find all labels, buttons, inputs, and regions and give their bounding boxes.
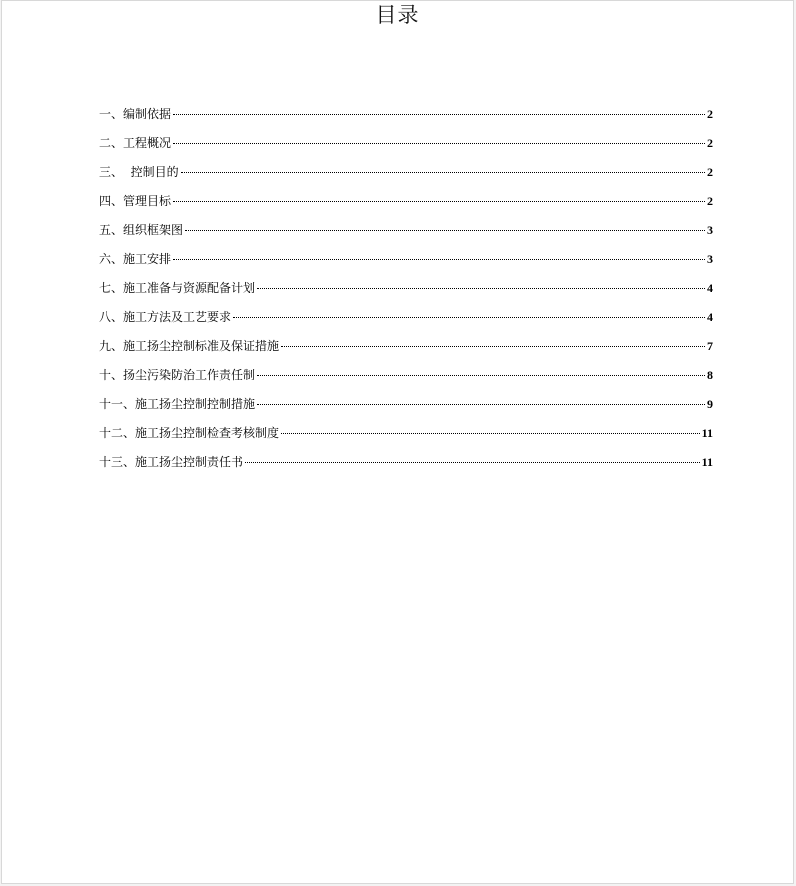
toc-entry-page-number: 8 (707, 368, 713, 382)
toc-entry-label: 八、施工方法及工艺要求 (99, 310, 232, 324)
toc-entry[interactable] (99, 395, 713, 424)
toc-entry[interactable] (99, 308, 713, 337)
dot-leader (173, 201, 705, 202)
toc-entry[interactable] (99, 250, 713, 279)
toc-entry-page-number: 2 (707, 194, 713, 208)
toc-entry-page-number: 3 (707, 223, 713, 237)
toc-entry-label: 七、施工准备与资源配备计划 (99, 281, 256, 295)
dot-leader (185, 230, 705, 231)
toc-entry[interactable] (99, 453, 713, 482)
dot-leader (233, 317, 705, 318)
dot-leader (173, 114, 705, 115)
dot-leader (257, 404, 705, 405)
toc-entry-page-number: 4 (707, 281, 713, 295)
toc-entry-label: 二、工程概况 (99, 136, 172, 150)
table-of-contents (99, 105, 713, 482)
toc-entry-page-number: 7 (707, 339, 713, 353)
toc-entry-page-number: 4 (707, 310, 713, 324)
toc-entry-label: 十一、施工扬尘控制控制措施 (99, 397, 256, 411)
dot-leader (257, 288, 705, 289)
toc-entry[interactable] (99, 337, 713, 366)
toc-entry-page-number: 3 (707, 252, 713, 266)
toc-entry-page-number: 2 (707, 165, 713, 179)
toc-entry-page-number: 9 (707, 397, 713, 411)
toc-entry[interactable] (99, 163, 713, 192)
dot-leader (281, 433, 700, 434)
toc-entry[interactable] (99, 134, 713, 163)
dot-leader (173, 259, 705, 260)
toc-entry-label: 三、 控制目的 (99, 165, 179, 179)
toc-entry-label: 四、管理目标 (99, 194, 172, 208)
toc-entry-page-number: 2 (707, 136, 713, 150)
toc-entry[interactable] (99, 424, 713, 453)
dot-leader (281, 346, 705, 347)
page-title: 目录 (375, 3, 420, 27)
dot-leader (257, 375, 705, 376)
toc-entry-label: 十二、施工扬尘控制检查考核制度 (99, 426, 280, 440)
toc-entry-page-number: 2 (707, 107, 713, 121)
dot-leader (181, 172, 705, 173)
toc-entry-label: 五、组织框架图 (99, 223, 184, 237)
toc-entry-label: 九、施工扬尘控制标准及保证措施 (99, 339, 280, 353)
dot-leader (173, 143, 705, 144)
toc-entry-label: 十三、施工扬尘控制责任书 (99, 455, 244, 469)
toc-entry-page-number: 11 (701, 455, 713, 469)
toc-entry-label: 六、施工安排 (99, 252, 172, 266)
toc-entry[interactable] (99, 221, 713, 250)
toc-entry-label: 十、扬尘污染防治工作责任制 (99, 368, 256, 382)
document-page (1, 0, 794, 884)
toc-entry[interactable] (99, 279, 713, 308)
toc-entry[interactable] (99, 366, 713, 395)
dot-leader (245, 462, 700, 463)
toc-entry-label: 一、编制依据 (99, 107, 172, 121)
toc-entry-page-number: 11 (701, 426, 713, 440)
toc-entry[interactable] (99, 105, 713, 134)
toc-entry[interactable] (99, 192, 713, 221)
